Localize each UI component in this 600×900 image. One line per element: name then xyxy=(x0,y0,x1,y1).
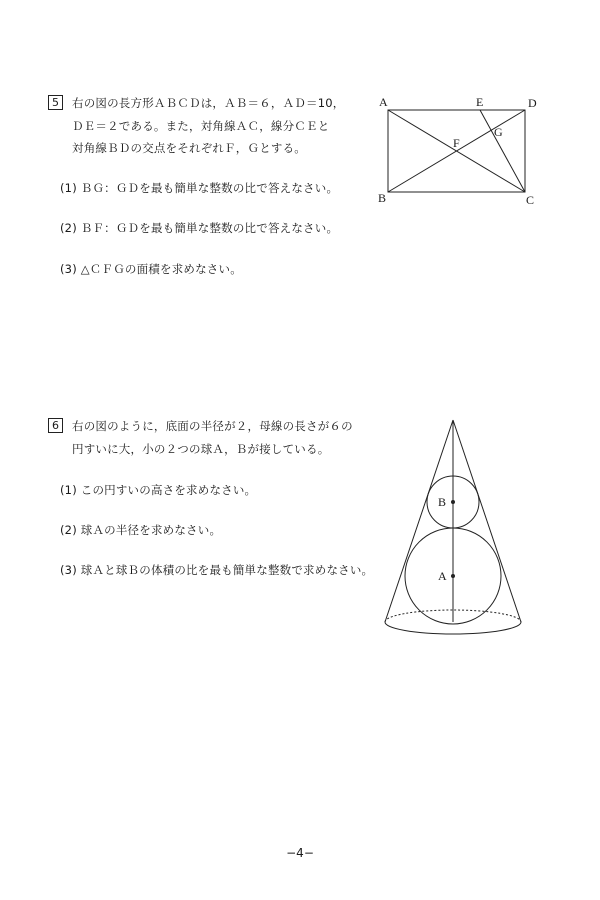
cone-right-edge xyxy=(453,420,521,622)
problem-6-line-2: 円すいに大，小の２つの球Ａ，Ｂが接している。 xyxy=(72,442,330,456)
cone-left-edge xyxy=(385,420,453,622)
page-number: −4− xyxy=(286,846,314,860)
problem-6-question-3: (3) 球Ａと球Ｂの体積の比を最も簡単な整数で求めなさい。 xyxy=(60,563,374,577)
center-a xyxy=(451,574,455,578)
problem-6-question-2: (2) 球Ａの半径を求めなさい。 xyxy=(60,523,222,537)
problem-6-question-1: (1) この円すいの高さを求めなさい。 xyxy=(60,483,257,497)
label-sphere-b: B xyxy=(438,495,447,509)
center-b xyxy=(451,500,455,504)
label-c: C xyxy=(526,193,535,207)
problem-5-line-2: ＤＥ＝２である。また，対角線ＡＣ，線分ＣＥと xyxy=(72,119,330,133)
label-b: B xyxy=(378,191,387,205)
label-sphere-a: A xyxy=(438,569,447,583)
problem-6-number: 6 xyxy=(48,418,63,433)
rectangle-figure xyxy=(370,90,550,215)
label-g: G xyxy=(494,125,503,139)
problem-5-line-3: 対角線ＢＤの交点をそれぞれＦ，Ｇとする。 xyxy=(72,141,306,155)
cone-figure xyxy=(375,410,535,650)
problem-5-question-2: (2) ＢＦ：ＧＤを最も簡単な整数の比で答えなさい。 xyxy=(60,221,339,235)
problem-6-line-1: 右の図のように，底面の半径が２，母線の長さが６の xyxy=(72,419,353,433)
problem-5-question-1: (1) ＢＧ：ＧＤを最も簡単な整数の比で答えなさい。 xyxy=(60,181,339,195)
problem-5-line-1: 右の図の長方形ＡＢＣＤは，ＡＢ＝６，ＡＤ＝10， xyxy=(72,96,345,110)
problem-5-number: 5 xyxy=(48,95,63,110)
problem-5-question-3: (3) △ＣＦＧの面積を求めなさい。 xyxy=(60,262,242,276)
label-d: D xyxy=(528,96,537,110)
label-e: E xyxy=(476,95,484,109)
segment-ce xyxy=(480,110,525,192)
label-f: F xyxy=(453,136,460,150)
label-a: A xyxy=(379,95,388,109)
